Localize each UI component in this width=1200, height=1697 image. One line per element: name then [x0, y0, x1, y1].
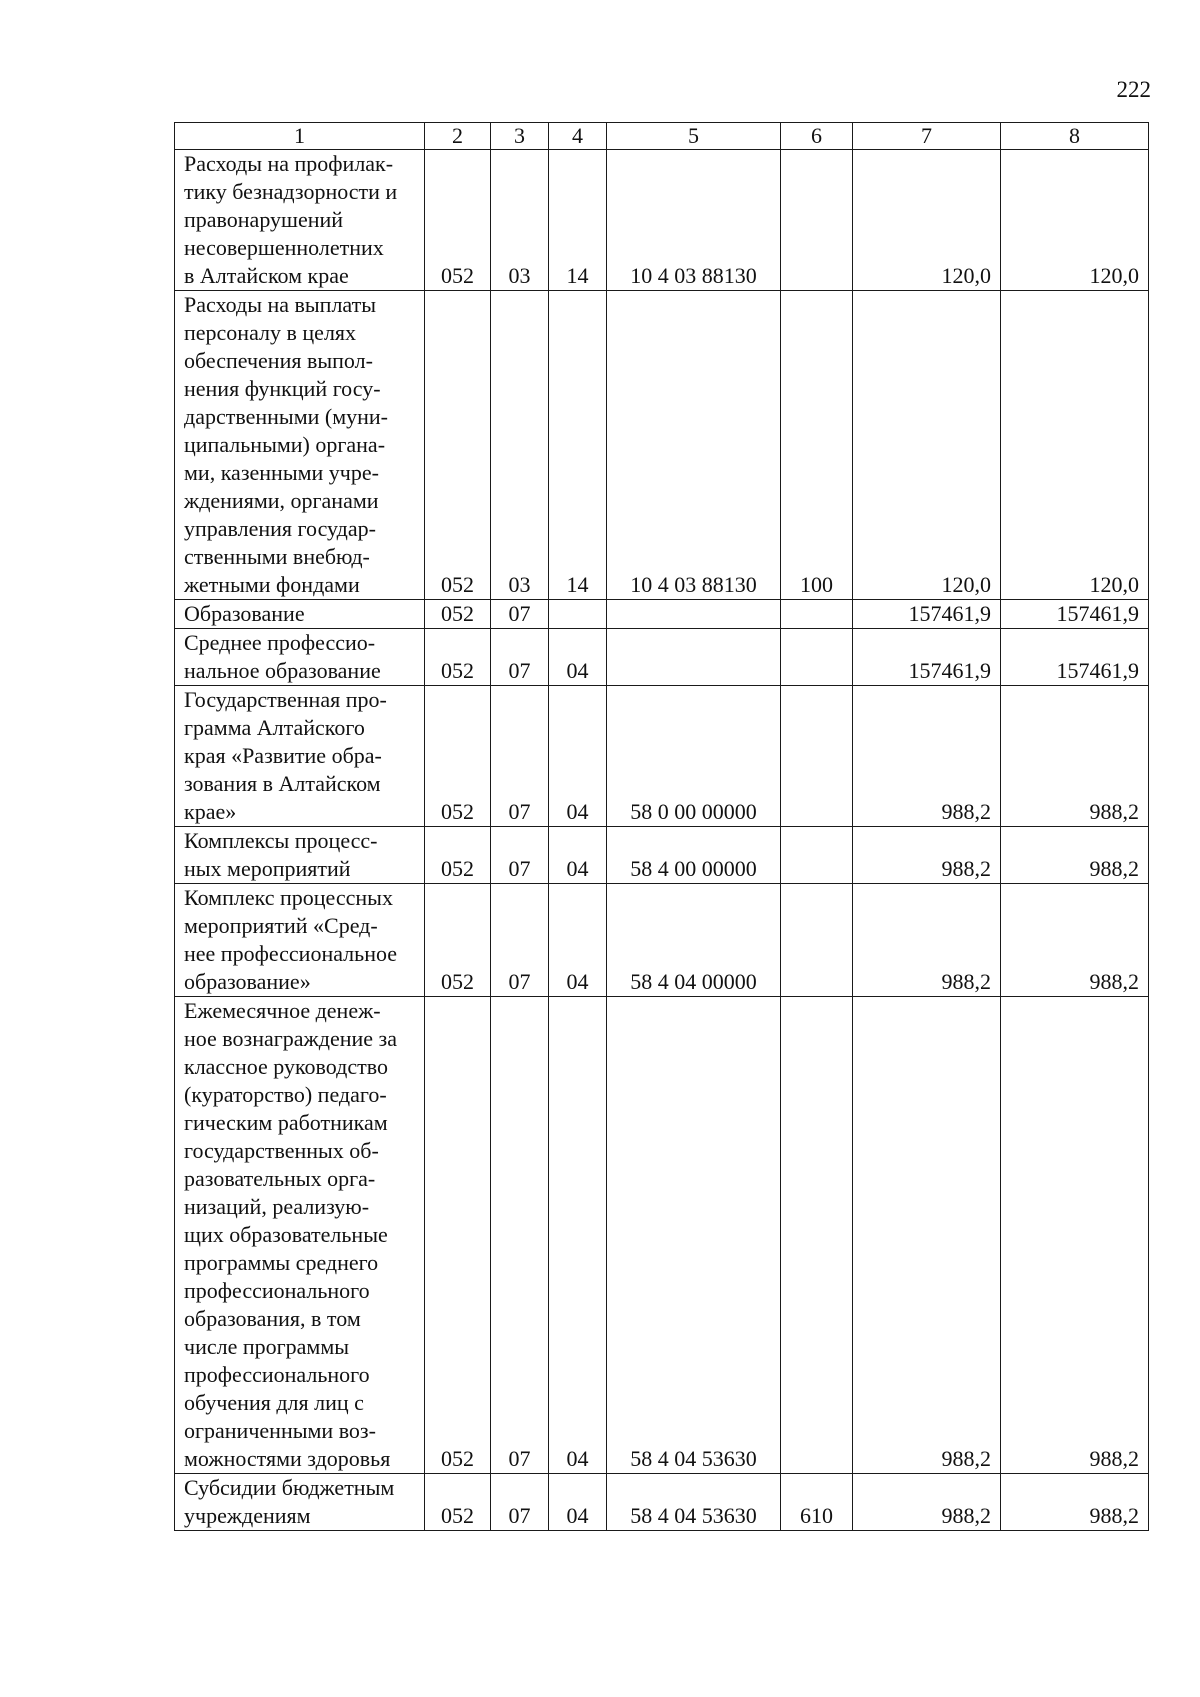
cell-target-article: 58 4 04 00000	[607, 884, 781, 997]
item-name-line: ное вознаграждение за	[184, 1026, 397, 1051]
table-row	[175, 629, 1149, 686]
cell-ministry-code: 052	[425, 629, 491, 686]
item-name-line: классное руководство	[184, 1054, 388, 1079]
item-name-line: Субсидии бюджетным	[184, 1475, 395, 1500]
item-name-line: Комплекс процессных	[184, 885, 393, 910]
table-row	[175, 150, 1149, 291]
cell-ministry-code: 052	[425, 600, 491, 629]
cell-section: 03	[491, 291, 549, 600]
item-name-line: тику безнадзорности и	[184, 179, 398, 204]
item-name-line: в Алтайском крае	[184, 263, 349, 288]
cell-section: 03	[491, 150, 549, 291]
cell-section: 07	[491, 997, 549, 1474]
cell-section: 07	[491, 1474, 549, 1531]
cell-subsection: 04	[549, 884, 607, 997]
page-number: 222	[1116, 77, 1151, 102]
table-row	[175, 291, 1149, 600]
item-name-line: Комплексы процесс-	[184, 828, 378, 853]
cell-ministry-code: 052	[425, 686, 491, 827]
cell-amount-year-1: 157461,9	[853, 629, 1001, 686]
item-name-line: государственных об-	[184, 1138, 379, 1163]
table-row	[175, 1474, 1149, 1531]
header-col-2: 2	[425, 123, 491, 150]
item-name-line: ждениями, органами	[184, 488, 379, 513]
item-name-line: персоналу в целях	[184, 320, 357, 345]
table-body	[175, 150, 1149, 1531]
table-row	[175, 884, 1149, 997]
cell-amount-year-2: 120,0	[1001, 150, 1149, 291]
item-name-line: зования в Алтайском	[184, 771, 381, 796]
cell-ministry-code: 052	[425, 827, 491, 884]
cell-target-article: 58 0 00 00000	[607, 686, 781, 827]
table-row	[175, 600, 1149, 629]
item-name-line: ных мероприятий	[184, 856, 351, 881]
cell-amount-year-1: 988,2	[853, 686, 1001, 827]
cell-expense-type	[781, 150, 853, 291]
item-name-line: нения функций госу-	[184, 376, 381, 401]
cell-subsection: 04	[549, 686, 607, 827]
cell-ministry-code: 052	[425, 997, 491, 1474]
item-name-line: образование»	[184, 969, 311, 994]
cell-target-article	[607, 600, 781, 629]
cell-amount-year-1: 988,2	[853, 884, 1001, 997]
cell-amount-year-1: 988,2	[853, 997, 1001, 1474]
header-col-5: 5	[607, 123, 781, 150]
item-name-line: правонарушений	[184, 207, 344, 232]
cell-amount-year-2: 157461,9	[1001, 600, 1149, 629]
header-col-8: 8	[1001, 123, 1149, 150]
cell-item-name	[175, 997, 425, 1474]
item-name-line: можностями здоровья	[184, 1446, 391, 1471]
cell-section: 07	[491, 884, 549, 997]
cell-amount-year-2: 120,0	[1001, 291, 1149, 600]
cell-target-article: 10 4 03 88130	[607, 291, 781, 600]
item-name-line: управления государ-	[184, 516, 376, 541]
cell-target-article	[607, 629, 781, 686]
item-name-line: учреждениям	[184, 1503, 311, 1528]
item-name-line: несовершеннолетних	[184, 235, 384, 260]
cell-item-name	[175, 629, 425, 686]
item-name-line: края «Развитие обра-	[184, 743, 382, 768]
item-name-line: обеспечения выпол-	[184, 348, 373, 373]
cell-ministry-code: 052	[425, 1474, 491, 1531]
item-name-line: (кураторство) педаго-	[184, 1082, 387, 1107]
cell-expense-type: 610	[781, 1474, 853, 1531]
cell-target-article: 58 4 04 53630	[607, 1474, 781, 1531]
header-col-3: 3	[491, 123, 549, 150]
cell-expense-type	[781, 827, 853, 884]
item-name-line: грамма Алтайского	[184, 715, 365, 740]
item-name-line: ми, казенными учре-	[184, 460, 379, 485]
cell-item-name	[175, 686, 425, 827]
cell-amount-year-1: 988,2	[853, 1474, 1001, 1531]
budget-table	[174, 122, 1149, 1531]
cell-amount-year-1: 988,2	[853, 827, 1001, 884]
cell-amount-year-2: 988,2	[1001, 827, 1149, 884]
item-name-line: профессионального	[184, 1362, 370, 1387]
item-name-line: гическим работникам	[184, 1110, 388, 1135]
item-name-line: Расходы на профилак-	[184, 151, 394, 176]
item-name-line: образования, в том	[184, 1306, 361, 1331]
header-col-7: 7	[853, 123, 1001, 150]
item-name-line: Расходы на выплаты	[184, 292, 377, 317]
cell-amount-year-1: 120,0	[853, 291, 1001, 600]
header-col-6: 6	[781, 123, 853, 150]
cell-amount-year-2: 988,2	[1001, 686, 1149, 827]
cell-amount-year-2: 988,2	[1001, 997, 1149, 1474]
cell-expense-type: 100	[781, 291, 853, 600]
cell-amount-year-2: 157461,9	[1001, 629, 1149, 686]
table-row	[175, 686, 1149, 827]
cell-subsection: 04	[549, 629, 607, 686]
item-name-line: щих образовательные	[184, 1222, 388, 1247]
item-name-line: Государственная про-	[184, 687, 387, 712]
item-name-line: дарственными (муни-	[184, 404, 389, 429]
cell-target-article: 58 4 00 00000	[607, 827, 781, 884]
cell-subsection: 04	[549, 827, 607, 884]
cell-section: 07	[491, 629, 549, 686]
cell-subsection: 14	[549, 291, 607, 600]
cell-ministry-code: 052	[425, 291, 491, 600]
item-name-line: обучения для лиц с	[184, 1390, 364, 1415]
table-row	[175, 827, 1149, 884]
cell-section: 07	[491, 827, 549, 884]
cell-target-article: 58 4 04 53630	[607, 997, 781, 1474]
item-name-line: мероприятий «Сред-	[184, 913, 378, 938]
item-name-line: ограниченными воз-	[184, 1418, 376, 1443]
cell-amount-year-1: 157461,9	[853, 600, 1001, 629]
item-name-line: нее профессиональное	[184, 941, 397, 966]
cell-ministry-code: 052	[425, 884, 491, 997]
cell-amount-year-1: 120,0	[853, 150, 1001, 291]
cell-item-name	[175, 1474, 425, 1531]
header-col-4: 4	[549, 123, 607, 150]
header-row	[175, 123, 1149, 150]
cell-expense-type	[781, 884, 853, 997]
item-name-line: числе программы	[184, 1334, 350, 1359]
cell-item-name	[175, 150, 425, 291]
cell-item-name	[175, 884, 425, 997]
table-row	[175, 997, 1149, 1474]
cell-item-name	[175, 600, 425, 629]
item-name-line: Среднее профессио-	[184, 630, 376, 655]
cell-expense-type	[781, 686, 853, 827]
cell-section: 07	[491, 686, 549, 827]
cell-section: 07	[491, 600, 549, 629]
cell-target-article: 10 4 03 88130	[607, 150, 781, 291]
table-header	[175, 123, 1149, 150]
cell-subsection: 04	[549, 997, 607, 1474]
item-name-line: Образование	[184, 601, 305, 626]
item-name-line: ственными внебюд-	[184, 544, 370, 569]
item-name-line: программы среднего	[184, 1250, 379, 1275]
cell-subsection: 04	[549, 1474, 607, 1531]
cell-expense-type	[781, 629, 853, 686]
item-name-line: ципальными) органа-	[184, 432, 386, 457]
item-name-line: разовательных орга-	[184, 1166, 376, 1191]
cell-expense-type	[781, 997, 853, 1474]
header-col-1: 1	[175, 123, 425, 150]
cell-amount-year-2: 988,2	[1001, 884, 1149, 997]
cell-expense-type	[781, 600, 853, 629]
cell-subsection: 14	[549, 150, 607, 291]
item-name-line: Ежемесячное денеж-	[184, 998, 381, 1023]
item-name-line: профессионального	[184, 1278, 370, 1303]
item-name-line: крае»	[184, 799, 237, 824]
cell-item-name	[175, 291, 425, 600]
cell-ministry-code: 052	[425, 150, 491, 291]
item-name-line: жетными фондами	[184, 572, 360, 597]
item-name-line: низаций, реализую-	[184, 1194, 370, 1219]
item-name-line: нальное образование	[184, 658, 381, 683]
cell-item-name	[175, 827, 425, 884]
cell-subsection	[549, 600, 607, 629]
cell-amount-year-2: 988,2	[1001, 1474, 1149, 1531]
